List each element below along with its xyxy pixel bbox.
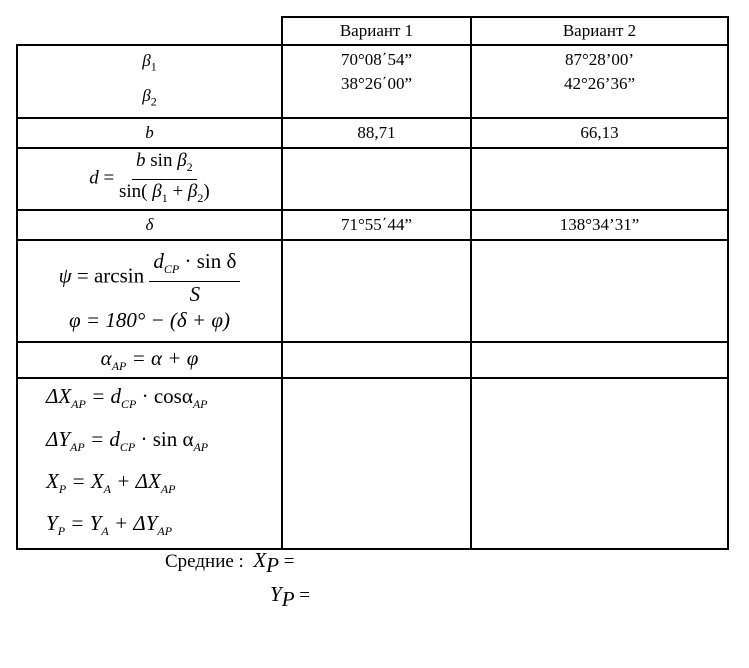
- averages-label: Средние :: [165, 551, 244, 572]
- d-den-beta2: β: [187, 180, 198, 202]
- yp-lhs-sub: P: [57, 524, 66, 539]
- psi-eq: = arcsin: [76, 263, 145, 288]
- d-formula: [17, 148, 282, 211]
- b-variant-1: [282, 118, 471, 148]
- d-den-sin: sin(: [118, 180, 148, 202]
- alpha-rhs: = α + φ: [131, 346, 199, 371]
- dy-mid-sub: CP: [119, 439, 136, 454]
- xp-rhs: + ΔX: [116, 468, 161, 493]
- psi-fraction: [149, 249, 240, 306]
- average-x-eq: =: [283, 551, 295, 572]
- coordinates-variant-2: [471, 378, 728, 549]
- beta-labels-cell: [17, 45, 282, 118]
- header-variant-1: Вариант 1: [282, 17, 471, 45]
- dy-rhs-sub: AP: [193, 439, 209, 454]
- yp-formula: [18, 506, 281, 548]
- beta1-variant-2: 87°28’00’: [564, 50, 635, 69]
- psi-phi-formulas: [17, 240, 282, 342]
- psi-variant-1: [282, 240, 471, 342]
- psi-denominator: S: [189, 282, 201, 307]
- beta2-variant-2: 42°26’36”: [563, 74, 635, 93]
- dx-lhs: ΔX: [46, 384, 72, 409]
- beta1-symbol: β: [142, 51, 151, 70]
- average-y-sub: P: [281, 586, 295, 611]
- yp-mid: = Y: [70, 510, 102, 535]
- d-row: [17, 148, 728, 211]
- b-variant-2-value: 66,13: [580, 122, 619, 142]
- d-den-plus: +: [172, 180, 184, 202]
- d-den-sub2: 2: [197, 190, 204, 205]
- d-num-sub: 2: [186, 159, 193, 174]
- yp-rhs-sub: AP: [157, 524, 173, 539]
- xp-mid: = X: [71, 468, 104, 493]
- xp-rhs-sub: AP: [160, 481, 176, 496]
- calculation-table: [16, 16, 729, 550]
- beta1-sub: 1: [150, 59, 157, 74]
- beta2-variant-1: 38°26΄00”: [340, 74, 412, 93]
- xp-lhs-sub: P: [58, 481, 67, 496]
- coordinates-variant-1: [282, 378, 471, 549]
- coordinates-row: [17, 378, 728, 549]
- d-den-beta1: β: [152, 180, 162, 202]
- delta-variant-2: 138°34’31”: [471, 210, 728, 240]
- dy-rhs: · sin α: [140, 426, 194, 451]
- dx-rhs-sub: AP: [192, 397, 208, 412]
- d-den-sub1: 1: [161, 190, 168, 205]
- dy-lhs-sub: AP: [70, 439, 85, 454]
- alpha-lhs-sub: AP: [111, 359, 127, 374]
- average-x-sub: P: [266, 552, 279, 577]
- average-x-symbol: X: [253, 548, 267, 572]
- alpha-row: [17, 342, 728, 378]
- psi-numerator: [149, 249, 240, 282]
- header-empty-cell: [17, 17, 282, 45]
- psi-formula: [18, 249, 281, 306]
- coordinate-formulas: [17, 378, 282, 549]
- dy-formula: [18, 422, 281, 464]
- b-variant-2: [471, 118, 728, 148]
- xp-formula: [18, 464, 281, 506]
- d-denominator: [119, 180, 210, 210]
- alpha-formula: [17, 342, 282, 378]
- d-eq: =: [103, 167, 115, 189]
- beta2-sub: 2: [150, 94, 157, 109]
- psi-phi-row: [17, 240, 728, 342]
- header-row: [17, 17, 728, 45]
- psi-variant-2: [471, 240, 728, 342]
- psi-num-d: d: [153, 249, 164, 274]
- d-num-beta: β: [177, 149, 187, 171]
- d-num-b: b: [136, 149, 146, 171]
- psi-num-sub: CP: [163, 262, 180, 277]
- d-den-close: ): [203, 180, 210, 202]
- beta-values-variant-2: [471, 45, 728, 118]
- d-num-sin: sin: [150, 149, 173, 171]
- beta-row: [17, 45, 728, 118]
- xp-lhs: X: [46, 468, 59, 493]
- delta-variant-1: 71°55΄44”: [282, 210, 471, 240]
- dx-mid-sub: CP: [121, 397, 137, 412]
- beta1-variant-1: 70°08΄54”: [340, 50, 412, 69]
- averages-y-line: [270, 582, 310, 612]
- beta2-symbol: β: [142, 86, 151, 106]
- dy-lhs: ΔY: [46, 426, 71, 451]
- dy-mid: = d: [89, 426, 120, 451]
- averages-x-line: [165, 548, 294, 578]
- dx-formula: [18, 379, 281, 421]
- b-row: [17, 118, 728, 148]
- average-y-eq: =: [299, 585, 310, 606]
- yp-lhs: Y: [46, 510, 58, 535]
- alpha-lhs: α: [100, 346, 112, 371]
- b-label: b: [17, 118, 282, 148]
- dx-rhs: · cosα: [141, 384, 193, 409]
- psi-lhs: ψ: [58, 263, 72, 288]
- yp-mid-sub: A: [101, 524, 109, 539]
- average-y-symbol: Y: [270, 582, 282, 606]
- d-variant-1: [282, 148, 471, 211]
- delta-row: [17, 210, 728, 240]
- phi-formula: φ = 180° − (δ + φ): [69, 308, 230, 333]
- header-variant-2: Вариант 2: [471, 17, 728, 45]
- dx-mid: = d: [91, 384, 121, 409]
- psi-num-rest: · sin δ: [184, 249, 237, 274]
- delta-label: δ: [17, 210, 282, 240]
- d-variant-2: [471, 148, 728, 211]
- d-lhs: d: [89, 167, 99, 189]
- b-variant-1-value: 88,71: [357, 122, 396, 142]
- alpha-variant-2: [471, 342, 728, 378]
- yp-rhs: + ΔY: [113, 510, 158, 535]
- dx-lhs-sub: AP: [71, 397, 86, 412]
- d-fraction: [119, 149, 210, 210]
- beta-values-variant-1: [282, 45, 471, 118]
- xp-mid-sub: A: [103, 481, 112, 496]
- alpha-variant-1: [282, 342, 471, 378]
- d-numerator: [132, 149, 197, 180]
